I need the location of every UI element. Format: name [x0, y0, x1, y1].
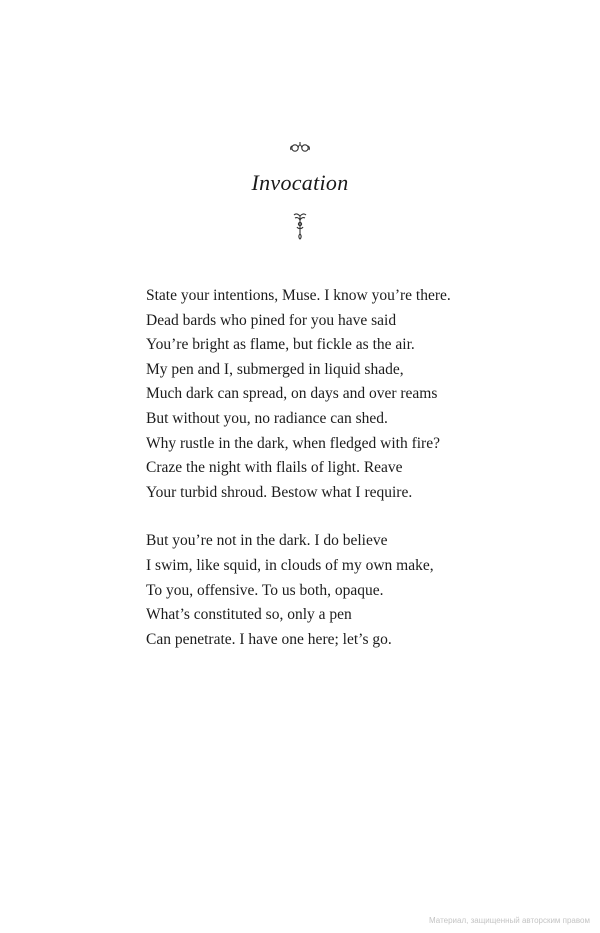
top-ornament — [0, 140, 600, 158]
swash-ornament-icon — [289, 141, 311, 153]
poem-line: Can penetrate. I have one here; let’s go. — [146, 630, 392, 648]
stanza-1 — [146, 284, 566, 505]
poem-line: To you, offensive. To us both, opaque. — [146, 581, 384, 599]
poem-line: But without you, no radiance can shed. — [146, 409, 388, 427]
poem-line: What’s constituted so, only a pen — [146, 606, 352, 624]
poem-line: Craze the night with flails of light. Reave — [146, 459, 403, 477]
poem-line: You’re bright as flame, but fickle as the air. — [146, 336, 415, 354]
poem-line: Much dark can spread, on days and over reams — [146, 385, 438, 403]
fleuron-pendant-icon — [292, 212, 308, 240]
bottom-ornament — [0, 212, 600, 245]
poem-line: Your turbid shroud. Bestow what I require. — [146, 483, 413, 501]
poem-line: Why rustle in the dark, when fledged with fire? — [146, 434, 440, 452]
stanza-2 — [146, 529, 566, 652]
poem-line: I swim, like squid, in clouds of my own make, — [146, 556, 434, 574]
page-title: Invocation — [251, 170, 349, 195]
copyright-watermark: Материал, защищенный авторским правом — [429, 916, 590, 925]
poem-line: My pen and I, submerged in liquid shade, — [146, 360, 404, 378]
poem-line: State your intentions, Muse. I know you’re there. — [146, 287, 451, 304]
poem-body — [146, 284, 566, 652]
poem-line: Dead bards who pined for you have said — [146, 311, 397, 329]
poem-line: But you’re not in the dark. I do believe — [146, 532, 388, 550]
